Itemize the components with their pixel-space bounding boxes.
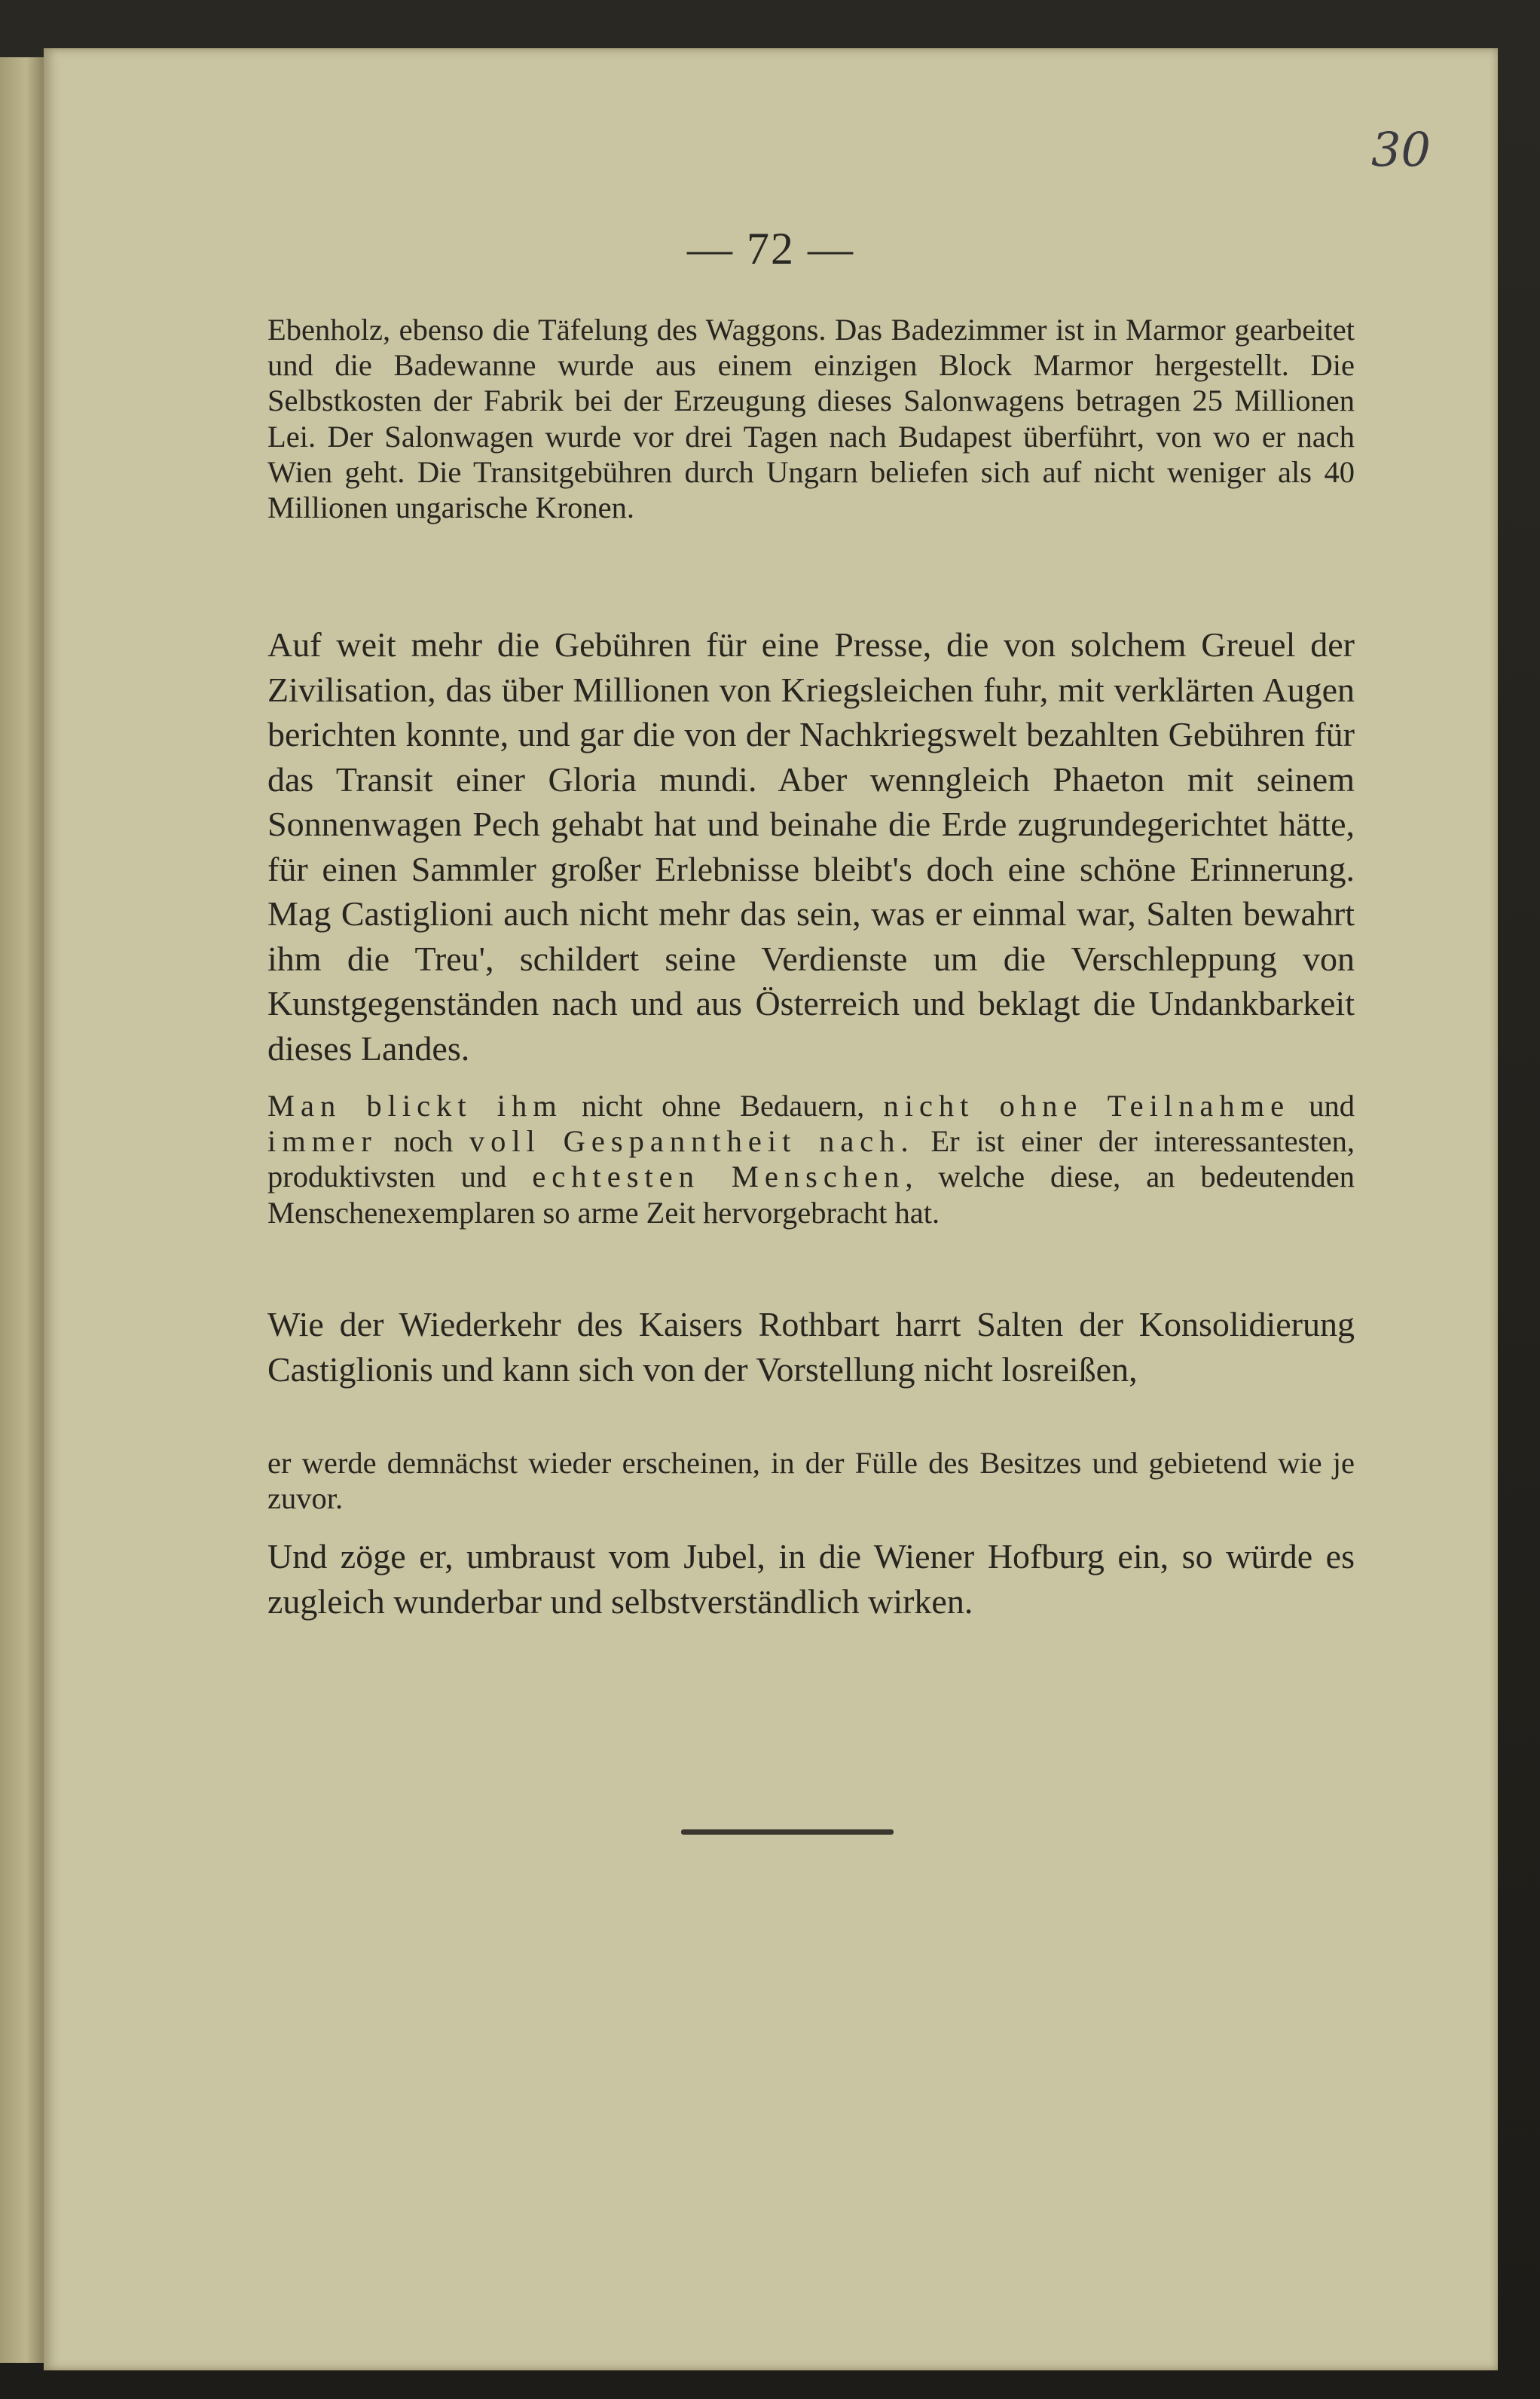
paragraph-6: Und zöge er, umbraust vom Jubel, in die Wiener Hofburg ein, so würde es zugleich wunderbar und selbstverständlich wirken. <box>267 1537 1355 1621</box>
text-run: Er ist einer der interessantesten, produktivsten und <box>267 1124 1355 1194</box>
paragraph-5: er werde demnächst wieder erscheinen, in der Fülle des Besitzes und gebietend wie je zuvor. <box>267 1446 1355 1516</box>
section-divider <box>681 1829 894 1835</box>
paragraph-2: Auf weit mehr die Gebühren für eine Presse, die von solchem Greuel der Zivilisation, das über Millionen von Kriegsleichen fuhr, mit verklärten Augen berichten konnte, und gar die von der Nachkriegswelt bezahlten Gebühren für das Transit einer Gloria mundi. Aber wenngleich Phaeton mit seinem Sonnenwagen Pech gehabt hat und beinahe die Erde zugrundegerichtet hätte, für einen Sammler großer Erlebnisse bleibt's doch eine schöne Erinnerung. Mag Castiglioni auch nicht mehr das sein, was er einmal war, Salten bewahrt ihm die Treu', schildert seine Verdienste um die Verschleppung von Kunstgegenständen nach und aus Österreich und beklagt die Undankbarkeit dieses Landes. <box>267 625 1355 1068</box>
spaced-phrase: Man blickt ihm <box>267 1089 563 1123</box>
spaced-phrase: echtesten Menschen <box>532 1160 906 1194</box>
pencil-page-annotation: 30 <box>1371 122 1431 177</box>
spaced-phrase: voll Gespanntheit nach. <box>469 1124 915 1159</box>
page-number: — 72 — <box>687 224 854 274</box>
book-page <box>44 48 1498 2370</box>
paragraph-4: Wie der Wiederkehr des Kaisers Rothbart harrt Salten der Konsolidierung Castiglionis und kann sich von der Vorstellung nicht losreißen, <box>267 1305 1355 1389</box>
spaced-phrase: nicht ohne Teilnahme <box>883 1089 1291 1123</box>
spaced-phrase: immer <box>267 1124 377 1159</box>
left-page-edge <box>0 57 44 2363</box>
text-run: noch <box>377 1124 469 1159</box>
paragraph-3 <box>267 1088 1355 1230</box>
text-run: und <box>1290 1089 1355 1123</box>
text-run: nicht ohne Bedauern, <box>562 1089 884 1123</box>
text-run: , welche diese, an bedeutenden Menschenexemplaren so arme Zeit hervorgebracht hat. <box>267 1160 1355 1230</box>
paragraph-1: Ebenholz, ebenso die Täfelung des Waggons. Das Badezimmer ist in Marmor gearbeitet und die Badewanne wurde aus einem einzigen Block Marmor hergestellt. Die Selbstkosten der Fabrik bei der Erzeugung dieses Salonwagens betragen 25 Millionen Lei. Der Salonwagen wurde vor drei Tagen nach Budapest überführt, von wo er nach Wien geht. Die Transitgebühren durch Ungarn beliefen sich auf nicht weniger als 40 Millionen ungarische Kronen. <box>267 313 1355 525</box>
